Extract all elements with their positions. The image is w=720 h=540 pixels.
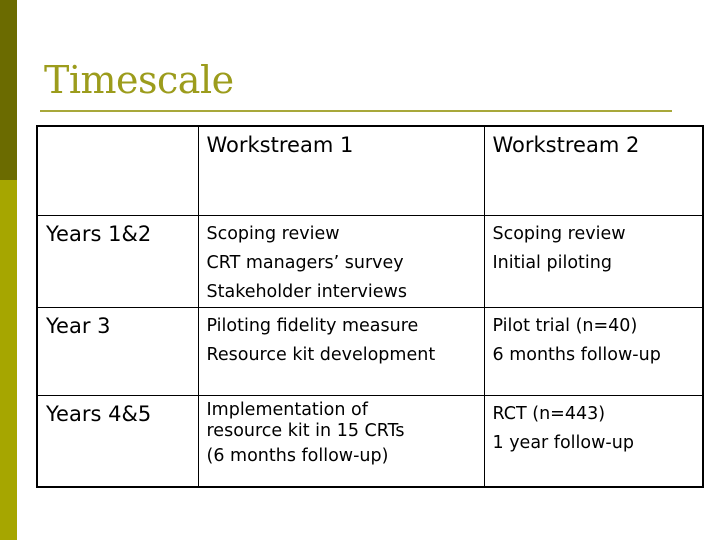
row-label-year-3: Year 3: [37, 307, 198, 395]
cell-ws1-years-4-5: [198, 395, 484, 487]
cell-line: Resource kit development: [206, 344, 436, 365]
cell-ws1-year-3: [198, 307, 484, 395]
cell-line: resource kit in 15 CRTs: [206, 420, 405, 441]
row-label-years-1-2: Years 1&2: [37, 215, 198, 307]
table-row: [37, 307, 703, 395]
row-label-years-4-5: Years 4&5: [37, 395, 198, 487]
cell-line: RCT (n=443): [492, 403, 606, 424]
side-accent-bar-bottom: [0, 180, 17, 540]
cell-line: Initial piloting: [492, 252, 612, 273]
table-row: [37, 395, 703, 487]
header-corner-cell: [37, 126, 198, 215]
cell-ws2-years-1-2: [484, 215, 703, 307]
title-underline: [40, 110, 672, 112]
header-workstream-2: Workstream 2: [484, 126, 703, 215]
slide-title: Timescale: [44, 58, 234, 102]
table-header-row: [37, 126, 703, 215]
cell-line: Piloting fidelity measure: [206, 315, 419, 336]
cell-line: Scoping review: [206, 223, 340, 244]
cell-ws2-years-4-5: [484, 395, 703, 487]
cell-ws1-years-1-2: [198, 215, 484, 307]
cell-line: (6 months follow-up): [206, 445, 389, 466]
timescale-table: [36, 125, 704, 488]
table-row: [37, 215, 703, 307]
side-accent-bar-top: [0, 0, 17, 180]
cell-line: Scoping review: [492, 223, 626, 244]
cell-line: CRT managers’ survey: [206, 252, 404, 273]
cell-line: 6 months follow-up: [492, 344, 661, 365]
header-workstream-1: Workstream 1: [198, 126, 484, 215]
cell-ws2-year-3: [484, 307, 703, 395]
cell-line: Pilot trial (n=40): [492, 315, 638, 336]
cell-line: Stakeholder interviews: [206, 281, 407, 302]
cell-line: 1 year follow-up: [492, 432, 634, 453]
cell-line: Implementation of: [206, 399, 368, 420]
